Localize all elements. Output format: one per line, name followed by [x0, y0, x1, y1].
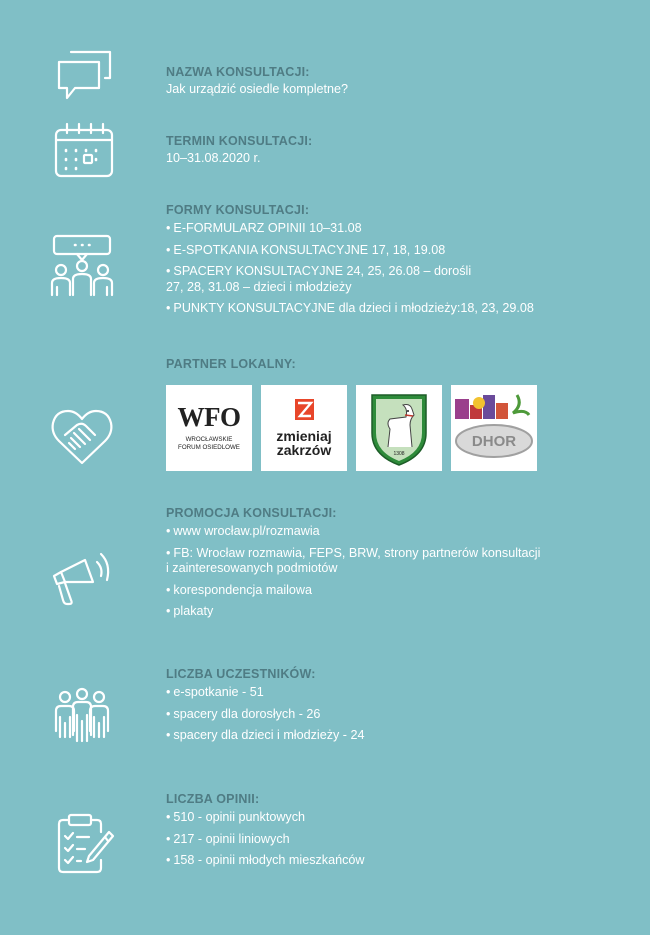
list-item: • e-spotkanie - 51 — [166, 685, 264, 699]
heart-handshake-icon — [49, 403, 115, 469]
list-item: • SPACERY KONSULTACYJNE 24, 25, 26.08 – dorośli — [166, 264, 472, 278]
list-item: • korespondencja mailowa — [166, 582, 313, 597]
formy-heading: FORMY KONSULTACJI: — [166, 203, 310, 217]
clipboard-checklist-icon — [49, 810, 115, 876]
uczestnicy-list — [166, 685, 626, 744]
list-item: • plakaty — [166, 604, 214, 618]
nazwa-heading: NAZWA KONSULTACJI: — [166, 65, 310, 79]
list-item: • E-FORMULARZ OPINII 10–31.08 — [166, 221, 362, 235]
coat-of-arms-logo — [356, 385, 442, 471]
opinie-heading: LICZBA OPINII: — [166, 792, 260, 806]
participants-icon — [49, 685, 115, 751]
megaphone-icon — [49, 548, 115, 614]
termin-heading: TERMIN KONSULTACJI: — [166, 134, 313, 148]
opinie-list — [166, 810, 626, 869]
meeting-group-icon — [49, 233, 115, 299]
promocja-list — [166, 524, 626, 620]
partner-heading: PARTNER LOKALNY: — [166, 357, 296, 371]
partner-logos — [166, 385, 626, 471]
svg-text:1308: 1308 — [393, 451, 405, 457]
list-item: • PUNKTY KONSULTACYJNE dla dzieci i młodzieży:18, 23, 29.08 — [166, 301, 534, 315]
list-item: • FB: Wrocław rozmawia, FEPS, BRW, strony partnerów konsultacji — [166, 545, 541, 560]
list-item: • 158 - opinii młodych mieszkańców — [166, 853, 365, 867]
list-item: • www wrocław.pl/rozmawia — [166, 524, 320, 538]
list-item: • spacery dla dzieci i młodzieży - 24 — [166, 728, 365, 742]
termin-text: 10–31.08.2020 r. — [166, 151, 261, 165]
formy-list — [166, 221, 626, 317]
dhor-logo — [451, 385, 537, 471]
list-item: • E-SPOTKANIA KONSULTACYJNE 17, 18, 19.08 — [166, 242, 446, 257]
calendar-icon — [49, 120, 115, 186]
uczestnicy-heading: LICZBA UCZESTNIKÓW: — [166, 667, 316, 681]
list-item-continuation: i zainteresowanych podmiotów — [166, 561, 338, 575]
speech-bubbles-icon — [49, 48, 115, 114]
nazwa-text: Jak urządzić osiedle kompletne? — [166, 82, 349, 96]
svg-text:DHOR: DHOR — [471, 433, 517, 450]
list-item: • spacery dla dorosłych - 26 — [166, 706, 321, 721]
list-item: • 217 - opinii liniowych — [166, 831, 290, 846]
list-item-continuation: 27, 28, 31.08 – dzieci i młodzieży — [166, 279, 352, 294]
promocja-heading: PROMOCJA KONSULTACJI: — [166, 506, 337, 520]
zmieniaj-zakrzow-logo: zmieniaj zakrzów — [261, 385, 347, 471]
wfo-logo: WFO WROCŁAWSKIE FORUM OSIEDLOWE — [166, 385, 252, 471]
list-item: • 510 - opinii punktowych — [166, 810, 306, 824]
